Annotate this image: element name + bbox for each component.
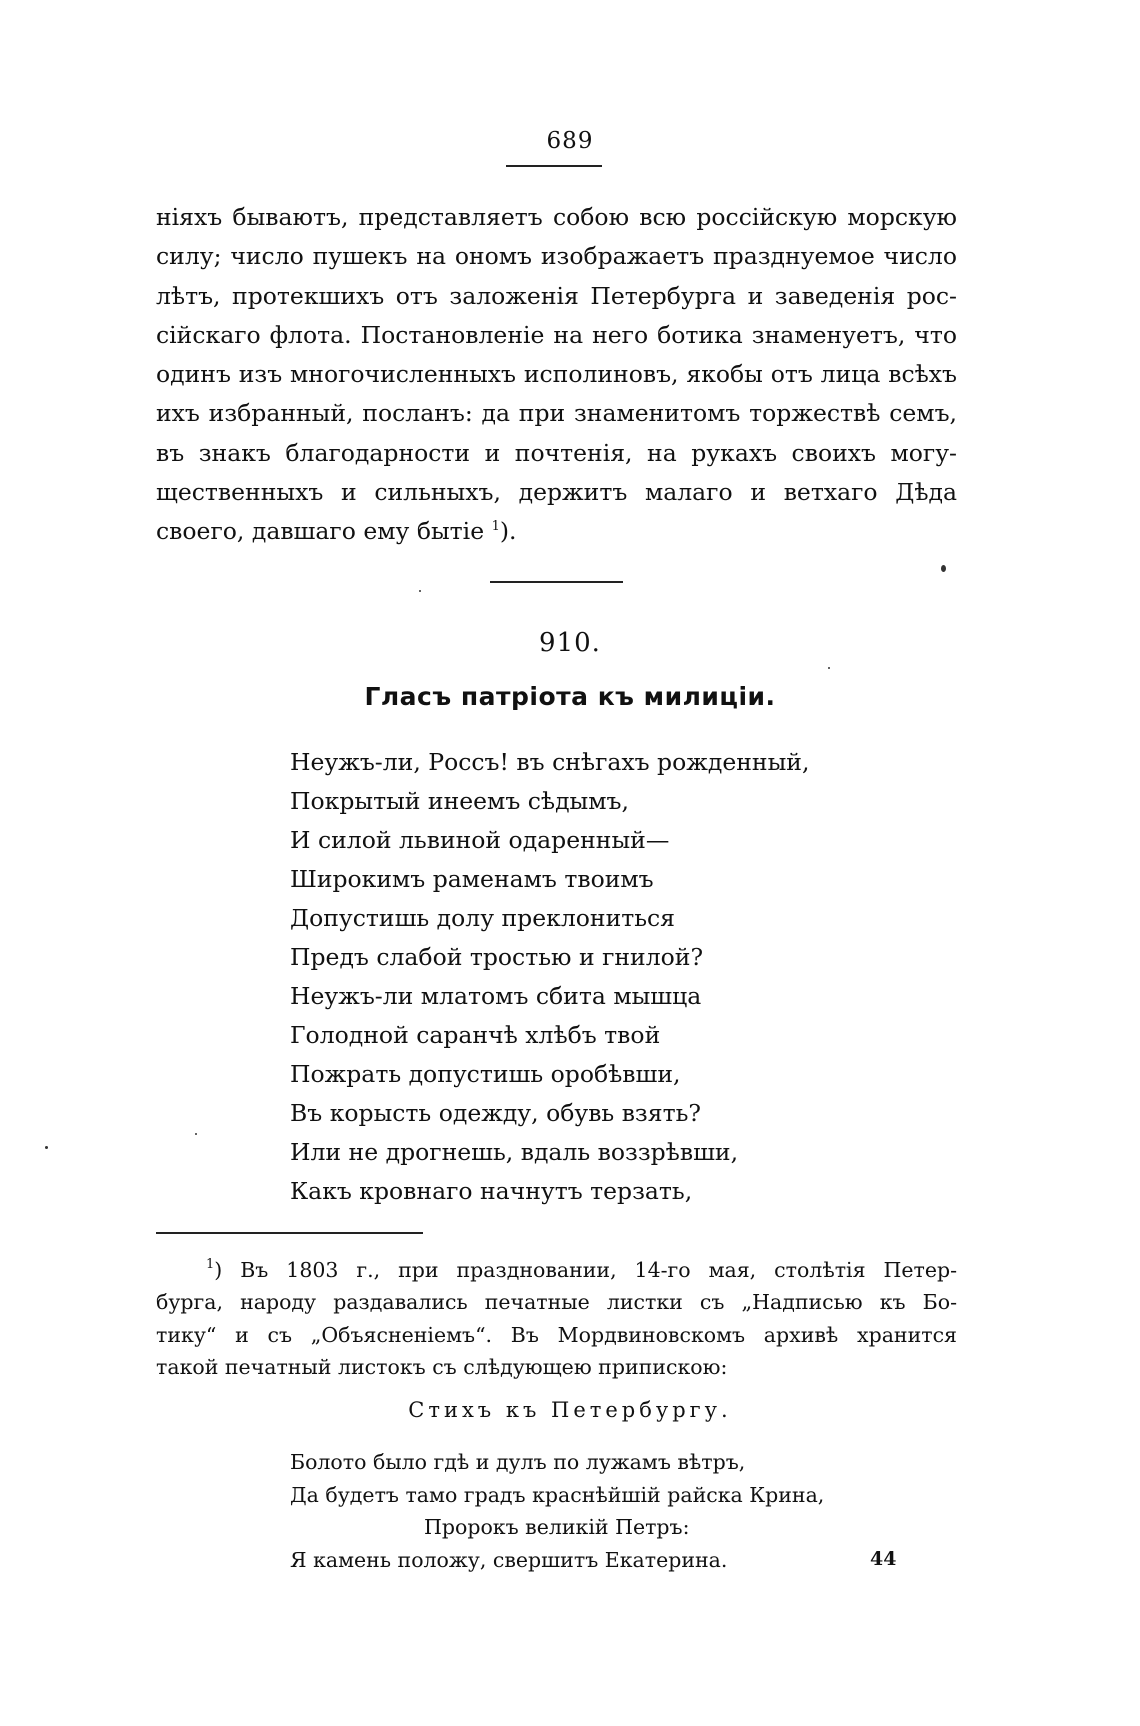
verse-line: Широкимъ раменамъ твоимъ xyxy=(290,865,654,893)
prose-line: въ знакъ благодарности и почтенія, на рукахъ своихъ могу- xyxy=(156,438,957,467)
prose-line: ихъ избранный, посланъ: да при знаменитомъ торжествѣ семъ, xyxy=(156,399,957,428)
poem-number: 910. xyxy=(539,628,601,658)
verse-line: Или не дрогнешь, вдаль воззрѣвши, xyxy=(290,1138,739,1166)
scan-speck xyxy=(941,565,946,572)
prose-line: сійскаго флота. Постановленіе на него ботика знаменуетъ, что xyxy=(156,320,957,349)
footnote-line-last: такой печатный листокъ съ слѣдующею припискою: xyxy=(156,1354,728,1379)
footnote-mark: 1 xyxy=(206,1257,215,1272)
verse-line: И силой львиной одаренный— xyxy=(290,826,670,854)
footnote-verse-line: Болото было гдѣ и дулъ по лужамъ вѣтръ, xyxy=(290,1450,746,1474)
poem-title: Гласъ патріота къ милиціи. xyxy=(364,682,776,711)
verse-line: Пожрать допустишь оробѣвши, xyxy=(290,1060,681,1088)
scan-speck xyxy=(45,1146,48,1149)
footnote-line: тику“ и съ „Объясненіемъ“. Въ Мордвиновскомъ архивѣ хранится xyxy=(156,1322,957,1347)
prose-paragraph xyxy=(156,198,957,552)
verse-line: Неужъ-ли млатомъ сбита мышца xyxy=(290,982,702,1010)
footnote-line: бурга, народу раздавались печатные листки съ „Надписью къ Бо- xyxy=(156,1290,957,1315)
prose-line: силу; число пушекъ на ономъ изображаетъ празднуемое число xyxy=(156,242,957,271)
prose-last-text: своего, давшаго ему бытіе xyxy=(156,517,485,546)
scan-speck xyxy=(195,1133,197,1135)
footnote-verse-line: Да будетъ тамо градъ краснѣйшій райска Крина, xyxy=(290,1482,825,1507)
footnote-first-text: ) Въ 1803 г., при праздновании, 14-го мая, столѣтія Петер- xyxy=(214,1258,957,1282)
footnote xyxy=(156,1254,957,1383)
page-number: 689 xyxy=(546,128,594,154)
footnote-reference: 1 xyxy=(491,519,500,535)
section-divider xyxy=(490,581,623,583)
footnote-verse-line: Я камень положу, свершитъ Екатерина. xyxy=(290,1547,728,1572)
verse-line: Неужъ-ли, Россъ! въ снѣгахъ рожденный, xyxy=(290,748,810,776)
page-number-rule xyxy=(506,165,602,167)
prose-last-end: ). xyxy=(499,517,517,546)
prose-line: щественныхъ и сильныхъ, держитъ малаго и ветхаго Дѣда xyxy=(156,478,957,507)
footnote-rule xyxy=(156,1232,423,1234)
prose-line: лѣтъ, протекшихъ отъ заложенія Петербурга и заведенія рос- xyxy=(156,281,957,310)
prose-line: ніяхъ бываютъ, представляетъ собою всю россійскую морскую xyxy=(156,203,957,231)
printer-signature-mark: 44 xyxy=(870,1548,897,1570)
footnote-verse-line: Пророкъ великій Петръ: xyxy=(424,1515,690,1539)
prose-line: одинъ изъ многочисленныхъ исполиновъ, якобы отъ лица всѣхъ xyxy=(156,360,957,389)
scan-speck xyxy=(419,590,421,592)
verse-line: Въ корысть одежду, обувь взять? xyxy=(290,1099,701,1127)
scan-speck xyxy=(828,667,830,669)
verse-line: Предъ слабой тростью и гнилой? xyxy=(290,943,704,971)
footnote-poem-title: Стихъ къ Петербургу. xyxy=(408,1398,732,1422)
verse-line: Какъ кровнаго начнутъ терзать, xyxy=(290,1177,693,1205)
verse-line: Покрытый инеемъ сѣдымъ, xyxy=(290,787,629,815)
prose-line-last xyxy=(156,512,957,551)
footnote-poem xyxy=(290,1446,824,1576)
verse-line: Голодной саранчѣ хлѣбъ твой xyxy=(290,1021,661,1049)
poem-verse xyxy=(290,743,809,1211)
verse-line: Допустишь долу преклониться xyxy=(290,904,676,932)
footnote-line-first xyxy=(156,1254,957,1286)
